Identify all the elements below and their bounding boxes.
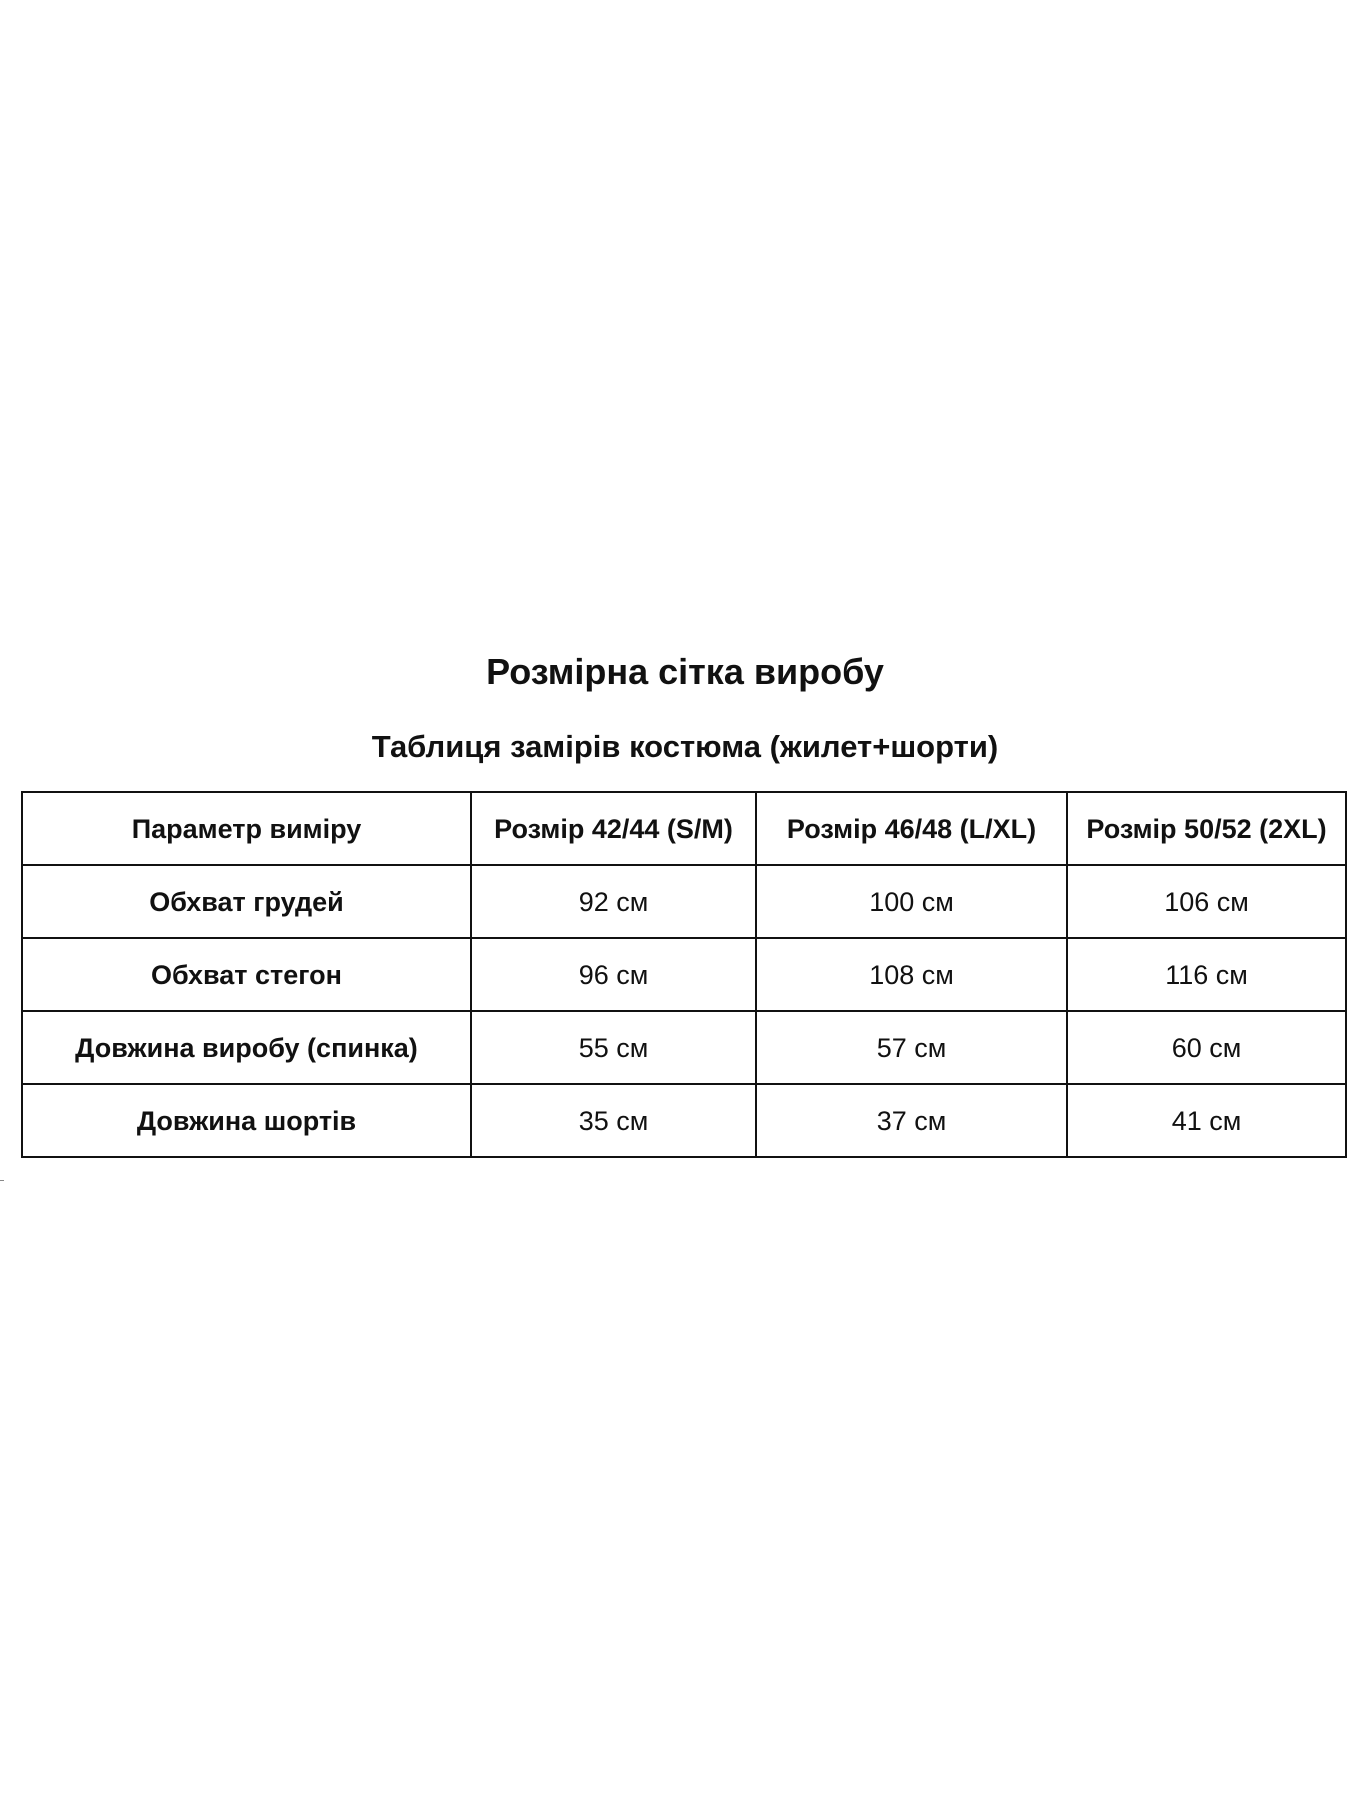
row-parameter-label: Обхват стегон — [22, 938, 471, 1011]
table-row — [22, 1084, 1346, 1157]
table-subtitle: Таблиця замірів костюма (жилет+шорти) — [371, 729, 999, 764]
row-parameter-label: Довжина виробу (спинка) — [22, 1011, 471, 1084]
page-title: Розмірна сітка виробу — [486, 651, 884, 692]
table-cell: 116 см — [1067, 938, 1346, 1011]
table-cell: 106 см — [1067, 865, 1346, 938]
table-cell: 35 см — [471, 1084, 756, 1157]
table-cell: 60 см — [1067, 1011, 1346, 1084]
table-row — [22, 938, 1346, 1011]
table-cell: 55 см — [471, 1011, 756, 1084]
header-cell-size-l-xl: Розмір 46/48 (L/XL) — [756, 792, 1067, 865]
table-cell: 108 см — [756, 938, 1067, 1011]
size-chart-table — [21, 791, 1347, 1158]
table-cell: 96 см — [471, 938, 756, 1011]
table-cell: 57 см — [756, 1011, 1067, 1084]
table-row — [22, 865, 1346, 938]
header-cell-parameter: Параметр виміру — [22, 792, 471, 865]
row-parameter-label: Довжина шортів — [22, 1084, 471, 1157]
row-parameter-label: Обхват грудей — [22, 865, 471, 938]
table-cell: 100 см — [756, 865, 1067, 938]
table-cell: 92 см — [471, 865, 756, 938]
edge-mark — [0, 1180, 4, 1181]
header-cell-size-s-m: Розмір 42/44 (S/M) — [471, 792, 756, 865]
table-header-row — [22, 792, 1346, 865]
header-cell-size-2xl: Розмір 50/52 (2XL) — [1067, 792, 1346, 865]
table-cell: 41 см — [1067, 1084, 1346, 1157]
table-cell: 37 см — [756, 1084, 1067, 1157]
table-row — [22, 1011, 1346, 1084]
